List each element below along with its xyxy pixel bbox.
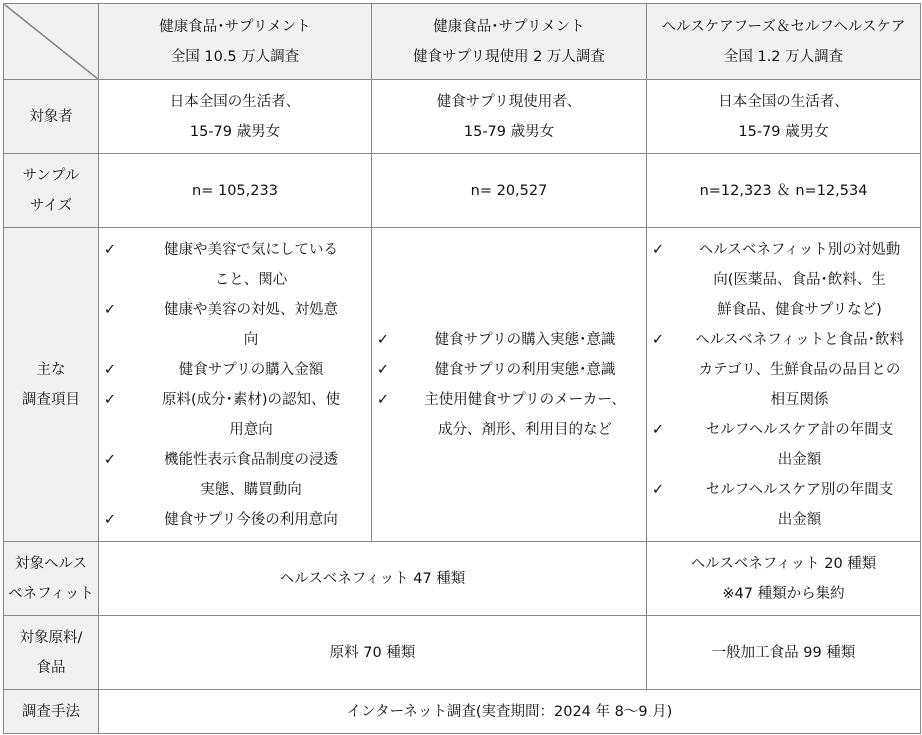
row-material <box>4 616 921 690</box>
check-icon: ✓ <box>651 481 665 498</box>
row-label-benefit: 対象ヘルス ベネフィット <box>4 542 99 616</box>
check-icon: ✓ <box>651 241 665 258</box>
checklist-item-text: ヘルスベネフィット別の対処動 <box>698 241 901 258</box>
header-col1: 健康食品･サプリメント 全国 10.5 万人調査 <box>99 4 372 80</box>
material-col3: 一般加工食品 99 種類 <box>647 616 921 690</box>
corner-diagonal-cell <box>4 4 99 80</box>
checklist-item-text: 鮮食品、健食サプリなど) <box>717 301 882 318</box>
checklist-item-text: セルフヘルスケア計の年間支 <box>705 421 894 438</box>
target-col3: 日本全国の生活者、 15-79 歳男女 <box>647 80 921 154</box>
checklist-item-text: 主使用健食サプリのメーカー、 <box>424 391 626 408</box>
checklist-item-text: 機能性表示食品制度の浸透 <box>164 451 338 468</box>
items-col1 <box>99 228 372 542</box>
target-col2: 健食サプリ現使用者、 15-79 歳男女 <box>372 80 647 154</box>
checklist-col1 <box>99 235 371 535</box>
row-label-items: 主な 調査項目 <box>4 228 99 542</box>
checklist-item-text: カテゴリ、生鮮食品の品目との <box>698 361 901 378</box>
checklist-item-text: ヘルスベネフィットと食品･飲料 <box>695 331 904 348</box>
checklist-item <box>647 475 920 535</box>
check-icon: ✓ <box>103 391 117 408</box>
checklist-item <box>647 235 920 325</box>
items-col3 <box>647 228 921 542</box>
checklist-item <box>99 505 371 535</box>
checklist-item-text: 用意向 <box>229 421 273 438</box>
row-label-target: 対象者 <box>4 80 99 154</box>
checklist-item <box>99 355 371 385</box>
header-col2: 健康食品･サプリメント 健食サプリ現使用 2 万人調査 <box>372 4 647 80</box>
items-col2 <box>372 228 647 542</box>
checklist-item <box>372 355 646 385</box>
row-target <box>4 80 921 154</box>
checklist-item <box>647 415 920 475</box>
row-method <box>4 690 921 734</box>
checklist-item <box>372 385 646 445</box>
checklist-item-text: 向 <box>243 331 259 348</box>
checklist-item-text: 健康や美容で気にしている <box>164 241 338 258</box>
sample-col2: n= 20,527 <box>372 154 647 228</box>
checklist-item <box>99 295 371 355</box>
checklist-item-text: 出金額 <box>777 451 822 468</box>
checklist-item-text: 健食サプリの利用実態･意識 <box>434 361 616 378</box>
checklist-item-text: 実態、購買動向 <box>200 481 302 498</box>
check-icon: ✓ <box>103 241 117 258</box>
checklist-col3 <box>647 235 920 535</box>
row-benefit <box>4 542 921 616</box>
row-sample <box>4 154 921 228</box>
checklist-item-text: 健食サプリ今後の利用意向 <box>164 511 338 528</box>
checklist-item-text: 健康や美容の対処、対処意 <box>164 301 338 318</box>
checklist-col2 <box>372 325 646 445</box>
header-col3: ヘルスケアフーズ＆セルフヘルスケア 全国 1.2 万人調査 <box>647 4 921 80</box>
method-value: インターネット調査(実査期間：2024 年 8～9 月) <box>99 690 921 734</box>
target-col1: 日本全国の生活者、 15-79 歳男女 <box>99 80 372 154</box>
check-icon: ✓ <box>103 301 117 318</box>
benefit-col12: ヘルスベネフィット 47 種類 <box>99 542 647 616</box>
row-label-material: 対象原料/ 食品 <box>4 616 99 690</box>
checklist-item-text: 向(医薬品、食品･飲料、生 <box>713 271 886 288</box>
checklist-item-text: セルフヘルスケア別の年間支 <box>705 481 894 498</box>
row-label-method: 調査手法 <box>4 690 99 734</box>
checklist-item-text: こと、関心 <box>214 271 288 288</box>
benefit-col3: ヘルスベネフィット 20 種類 ※47 種類から集約 <box>647 542 921 616</box>
check-icon: ✓ <box>376 391 390 408</box>
checklist-item <box>647 325 920 415</box>
checklist-item <box>99 235 371 295</box>
row-items <box>4 228 921 542</box>
checklist-item <box>99 445 371 505</box>
sample-col1: n= 105,233 <box>99 154 372 228</box>
checklist-item-text: 出金額 <box>777 511 822 528</box>
row-label-sample: サンプル サイズ <box>4 154 99 228</box>
header-row <box>4 4 921 80</box>
check-icon: ✓ <box>651 421 665 438</box>
sample-col3: n=12,323 ＆ n=12,534 <box>647 154 921 228</box>
check-icon: ✓ <box>651 331 665 348</box>
checklist-item-text: 相互関係 <box>770 391 829 408</box>
checklist-item-text: 成分、剤形、利用目的など <box>438 421 612 438</box>
checklist-item-text: 原料(成分･素材)の認知、使 <box>161 391 341 408</box>
check-icon: ✓ <box>376 331 390 348</box>
checklist-item <box>372 325 646 355</box>
material-col12: 原料 70 種類 <box>99 616 647 690</box>
check-icon: ✓ <box>103 451 117 468</box>
check-icon: ✓ <box>103 361 117 378</box>
check-icon: ✓ <box>376 361 390 378</box>
checklist-item-text: 健食サプリの購入実態･意識 <box>434 331 616 348</box>
survey-comparison-table <box>3 3 921 734</box>
checklist-item-text: 健食サプリの購入金額 <box>178 361 324 378</box>
check-icon: ✓ <box>103 511 117 528</box>
checklist-item <box>99 385 371 445</box>
